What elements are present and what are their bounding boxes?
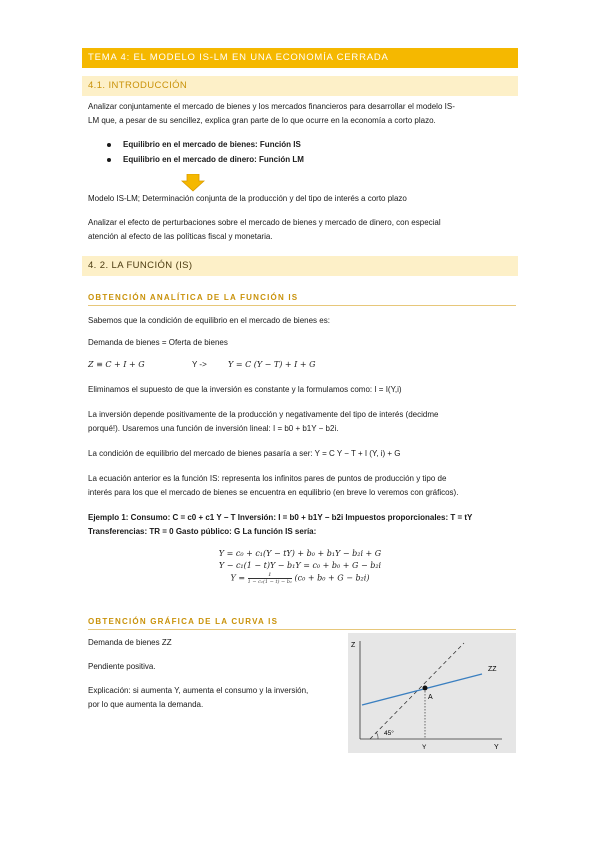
para-is-definition-2: interés para los que el mercado de bienes se encuentra en equilibrio (en breve lo veremos con gráficos). <box>88 488 459 497</box>
subheading-graphic: OBTENCIÓN GRÁFICA DE LA CURVA IS <box>88 617 516 630</box>
graph-explanation-2: por lo que aumenta la demanda. <box>88 700 204 709</box>
para-investment-assumption: Eliminamos el supuesto de que la inversión es constante y la formulamos como: I = I(Y,i) <box>88 385 402 394</box>
section-heading-is: 4. 2. LA FUNCIÓN (IS) <box>82 256 518 276</box>
bullet-is: Equilibrio en el mercado de bienes: Función IS <box>107 140 301 149</box>
zz-chart-svg <box>348 633 516 753</box>
graph-demand-label: Demanda de bienes ZZ <box>88 638 172 647</box>
is-equation-block <box>210 548 390 585</box>
example-line-1: Ejemplo 1: Consumo: C = c0 + c1 Y − T Inversión: I = b0 + b1Y − b2i Impuestos proporcionales: T = tY <box>88 513 473 522</box>
analysis-line-2: atención al efecto de las políticas fiscal y monetaria. <box>88 232 273 241</box>
point-a-label: A <box>428 694 433 701</box>
series-zz-label: ZZ <box>488 666 497 673</box>
para-is-definition-1: La ecuación anterior es la función IS: representa los infinitos pares de puntos de producción y tipo de <box>88 474 447 483</box>
para-investment-1: La inversión depende positivamente de la producción y negativamente del tipo de interés (decidme <box>88 410 439 419</box>
angle-label: 45° <box>384 730 394 737</box>
y-axis-label: Z <box>351 642 356 649</box>
x-axis-label: Y <box>494 744 499 751</box>
zz-demand-chart <box>348 633 516 753</box>
para-equilibrium-condition: La condición de equilibrio del mercado de bienes pasaría a ser: Y = C Y − T + I (Y, i) + G <box>88 449 401 458</box>
point-a-marker <box>423 686 428 691</box>
section-heading-intro: 4.1. INTRODUCCIÓN <box>82 76 518 96</box>
model-line: Modelo IS-LM; Determinación conjunta de la producción y del tipo de interés a corto plazo <box>88 194 407 203</box>
analysis-line-1: Analizar el efecto de perturbaciones sobre el mercado de bienes y mercado de dinero, con especial <box>88 218 441 227</box>
is-equation-3: Y = $\frac{1}{\text{1 − c₁(1 − t) − b₁}}$ (c₀ + b₀ + G − b₂i) <box>230 572 370 585</box>
equation-row <box>88 358 518 372</box>
example-line-2: Transferencias: TR = 0 Gasto público: G La función IS sería: <box>88 527 317 536</box>
down-arrow-icon <box>181 174 205 192</box>
is-equation-2: Y − c₁(1 − t)Y − b₁Y = c₀ + b₀ + G − b₂i <box>218 561 382 570</box>
bullet-lm: Equilibrio en el mercado de dinero: Función LM <box>107 155 304 164</box>
series-zz-line <box>362 674 482 705</box>
para-equilibrium: Sabemos que la condición de equilibrio en el mercado de bienes es: <box>88 316 330 325</box>
intro-line-1: Analizar conjuntamente el mercado de bienes y los mercados financieros para desarrollar el modelo IS- <box>88 102 455 111</box>
x-tick-y: Y <box>422 744 427 751</box>
is-equation-1: Y = c₀ + c₁(Y − tY) + b₀ + b₁Y − b₂i + G <box>218 549 382 558</box>
intro-line-2: LM que, a pesar de su sencillez, explica gran parte de lo que ocurre en la economía a corto plazo. <box>88 116 436 125</box>
graph-explanation-1: Explicación: si aumenta Y, aumenta el consumo y la inversión, <box>88 686 309 695</box>
chapter-title: TEMA 4: EL MODELO IS-LM EN UNA ECONOMÍA CERRADA <box>82 48 518 68</box>
bullet-dot-icon <box>107 143 111 147</box>
para-investment-2: porqué!). Usaremos una función de inversión lineal: I = b0 + b1Y − b2i. <box>88 424 339 433</box>
equation-z: Z ≡ C + I + G <box>88 360 145 369</box>
equation-y: Y = C (Y − T) + I + G <box>228 360 316 369</box>
equation-arrow: Y -> <box>192 360 207 369</box>
bullet-dot-icon <box>107 158 111 162</box>
para-demand-supply: Demanda de bienes = Oferta de bienes <box>88 338 228 347</box>
graph-slope-label: Pendiente positiva. <box>88 662 156 671</box>
subheading-analytic: OBTENCIÓN ANALÍTICA DE LA FUNCIÓN IS <box>88 293 516 306</box>
